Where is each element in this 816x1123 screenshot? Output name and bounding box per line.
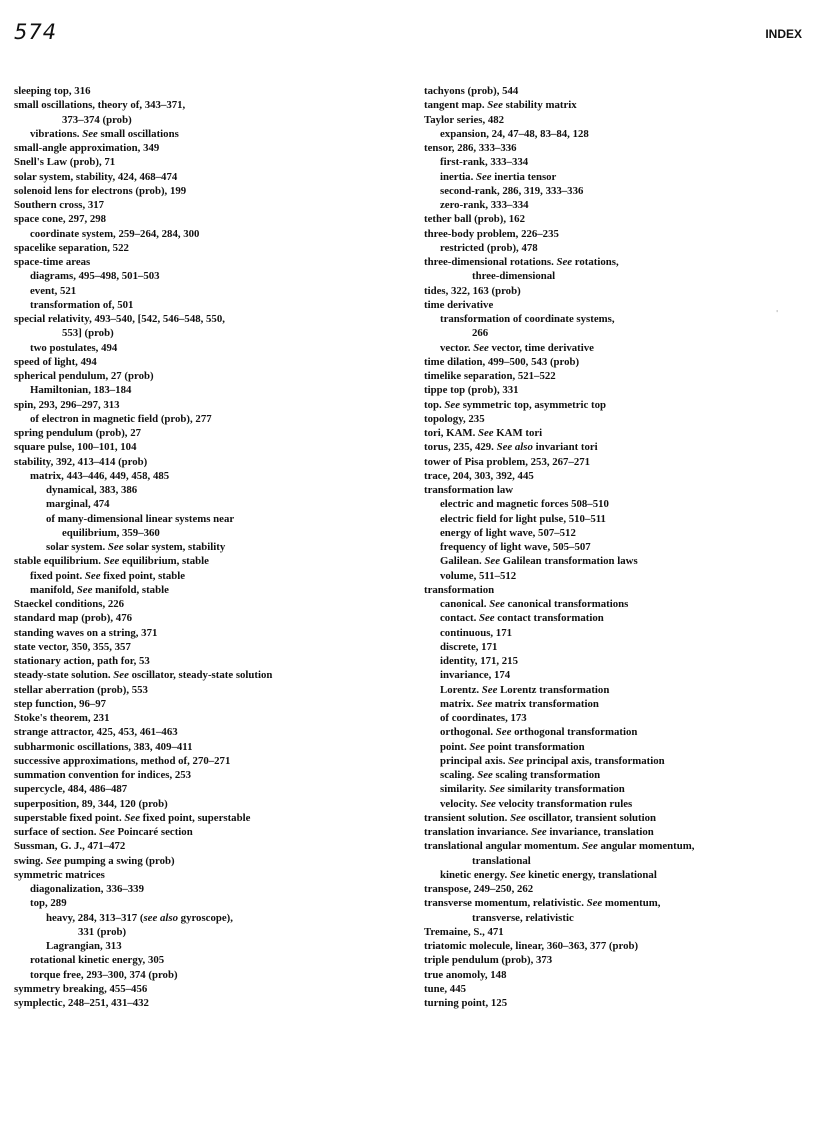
- index-entry: successive approximations, method of, 270–271: [14, 754, 231, 767]
- index-entry: subharmonic oscillations, 383, 409–411: [14, 740, 193, 753]
- index-entry: stable equilibrium. See equilibrium, stable: [14, 555, 209, 568]
- index-entry: small oscillations, theory of, 343–371,: [14, 99, 186, 112]
- scan-speck: ': [776, 309, 779, 318]
- index-entry: translation invariance. See invariance, translation: [424, 826, 654, 838]
- index-entry: transverse, relativistic: [472, 911, 574, 924]
- index-entry: Galilean. See Galilean transformation laws: [440, 555, 638, 568]
- index-entry: stellar aberration (prob), 553: [14, 683, 148, 696]
- index-entry: matrix, 443–446, 449, 458, 485: [30, 469, 170, 482]
- index-entry: standard map (prob), 476: [14, 612, 132, 625]
- index-entry: time derivative: [424, 298, 494, 311]
- index-entry: Snell's Law (prob), 71: [14, 156, 116, 169]
- index-entry: surface of section. See Poincaré section: [14, 826, 193, 838]
- index-entry: spherical pendulum, 27 (prob): [14, 370, 154, 382]
- index-entry: time dilation, 499–500, 543 (prob): [424, 355, 580, 368]
- index-entry: vector. See vector, time derivative: [440, 341, 594, 354]
- index-entry: Lagrangian, 313: [46, 940, 122, 952]
- index-entry: canonical. See canonical transformations: [440, 598, 629, 610]
- index-entry: special relativity, 493–540, [542, 546–548, 550,: [14, 313, 225, 325]
- index-entry: first-rank, 333–334: [440, 156, 529, 169]
- index-entry: transformation of, 501: [30, 298, 134, 311]
- index-entry: 331 (prob): [78, 925, 127, 938]
- index-entry: space cone, 297, 298: [14, 213, 107, 226]
- index-entry: of coordinates, 173: [440, 712, 527, 724]
- index-entry: manifold, See manifold, stable: [30, 583, 169, 596]
- index-entry: three-body problem, 226–235: [424, 227, 559, 240]
- index-entry: symmetry breaking, 455–456: [14, 982, 148, 995]
- index-entry: transformation of coordinate systems,: [440, 313, 615, 325]
- index-entry: event, 521: [30, 284, 77, 297]
- index-entry: principal axis. See principal axis, transformation: [440, 754, 665, 767]
- index-entry: scaling. See scaling transformation: [440, 769, 601, 781]
- index-column-right: [424, 84, 694, 1010]
- index-entry: dynamical, 383, 386: [46, 484, 138, 496]
- index-entry: tower of Pisa problem, 253, 267–271: [424, 455, 591, 468]
- index-entry: 553] (prob): [62, 327, 114, 340]
- index-entry: coordinate system, 259–264, 284, 300: [30, 227, 200, 240]
- index-entry: expansion, 24, 47–48, 83–84, 128: [440, 127, 589, 140]
- index-entry: top. See symmetric top, asymmetric top: [424, 398, 607, 411]
- index-entry: symmetric matrices: [14, 868, 105, 881]
- index-entry: stationary action, path for, 53: [14, 655, 150, 667]
- index-entry: state vector, 350, 355, 357: [14, 640, 131, 653]
- index-entry: strange attractor, 425, 453, 461–463: [14, 726, 178, 739]
- index-entry: discrete, 171: [440, 640, 498, 653]
- index-entry: Taylor series, 482: [424, 113, 505, 126]
- index-entry: three-dimensional rotations. See rotations,: [424, 256, 619, 268]
- index-entry: orthogonal. See orthogonal transformation: [440, 726, 638, 739]
- index-entry: vibrations. See small oscillations: [30, 127, 179, 140]
- index-entry: invariance, 174: [440, 669, 511, 682]
- index-entry: marginal, 474: [46, 498, 110, 511]
- index-entry: standing waves on a string, 371: [14, 626, 158, 639]
- index-entry: kinetic energy. See kinetic energy, translational: [440, 868, 657, 881]
- index-entry: diagrams, 495–498, 501–503: [30, 270, 160, 283]
- index-entry: symplectic, 248–251, 431–432: [14, 997, 149, 1009]
- index-entry: tensor, 286, 333–336: [424, 142, 517, 154]
- index-entry: diagonalization, 336–339: [30, 883, 144, 895]
- running-head: INDEX: [765, 27, 802, 41]
- index-entry: velocity. See velocity transformation rules: [440, 797, 633, 810]
- index-entry: top, 289: [30, 897, 67, 910]
- index-entry: supercycle, 484, 486–487: [14, 783, 128, 796]
- index-entry: spacelike separation, 522: [14, 241, 129, 254]
- index-entry: solenoid lens for electrons (prob), 199: [14, 184, 187, 197]
- index-entry: stability, 392, 413–414 (prob): [14, 455, 148, 468]
- index-entry: superposition, 89, 344, 120 (prob): [14, 797, 168, 810]
- index-entry: superstable fixed point. See fixed point, superstable: [14, 811, 251, 824]
- index-entry: spring pendulum (prob), 27: [14, 427, 142, 439]
- index-entry: steady-state solution. See oscillator, steady-state solution: [14, 669, 273, 682]
- page-number: 574: [14, 20, 58, 44]
- index-entry: matrix. See matrix transformation: [440, 697, 599, 710]
- index-entry: identity, 171, 215: [440, 655, 518, 667]
- index-entry: Tremaine, S., 471: [424, 925, 504, 938]
- index-entry: rotational kinetic energy, 305: [30, 954, 165, 967]
- index-entry: zero-rank, 333–334: [440, 199, 529, 211]
- index-entry: three-dimensional: [472, 270, 556, 283]
- index-entry: Southern cross, 317: [14, 199, 105, 211]
- index-entry: heavy, 284, 313–317 (see also gyroscope),: [46, 911, 233, 924]
- index-entry: restricted (prob), 478: [440, 241, 538, 254]
- index-entry: contact. See contact transformation: [440, 612, 604, 625]
- index-entry: tides, 322, 163 (prob): [424, 284, 521, 297]
- index-entry: turning point, 125: [424, 997, 508, 1009]
- index-entry: transformation: [424, 583, 495, 596]
- index-entry: continuous, 171: [440, 626, 512, 639]
- index-entry: point. See point transformation: [440, 740, 585, 753]
- index-entry: tippe top (prob), 331: [424, 384, 519, 397]
- index-entry: electric field for light pulse, 510–511: [440, 512, 606, 525]
- index-entry: translational angular momentum. See angular momentum,: [424, 840, 695, 853]
- index-entry: volume, 511–512: [440, 569, 517, 582]
- index-entry: Stoke's theorem, 231: [14, 712, 110, 724]
- index-entry: topology, 235: [424, 412, 485, 425]
- index-entry: trace, 204, 303, 392, 445: [424, 469, 534, 482]
- index-entry: Lorentz. See Lorentz transformation: [440, 683, 610, 696]
- index-entry: Sussman, G. J., 471–472: [14, 840, 126, 853]
- index-entry: inertia. See inertia tensor: [440, 170, 557, 183]
- index-entry: energy of light wave, 507–512: [440, 526, 576, 539]
- index-entry: space-time areas: [14, 256, 91, 268]
- index-entry: swing. See pumping a swing (prob): [14, 854, 175, 867]
- index-entry: tangent map. See stability matrix: [424, 99, 577, 112]
- index-entry: step function, 96–97: [14, 697, 107, 710]
- index-entry: electric and magnetic forces 508–510: [440, 498, 609, 511]
- index-entry: transformation law: [424, 484, 514, 496]
- index-entry: solar system. See solar system, stability: [46, 541, 226, 553]
- index-entry: sleeping top, 316: [14, 85, 91, 97]
- index-entry: translational: [472, 854, 531, 867]
- index-entry: of many-dimensional linear systems near: [46, 512, 235, 525]
- index-entry: triatomic molecule, linear, 360–363, 377 (prob): [424, 940, 639, 952]
- index-entry: torque free, 293–300, 374 (prob): [30, 968, 178, 981]
- index-entry: of electron in magnetic field (prob), 277: [30, 412, 212, 425]
- index-entry: fixed point. See fixed point, stable: [30, 569, 186, 582]
- index-entry: square pulse, 100–101, 104: [14, 441, 137, 454]
- index-column-left: [14, 84, 272, 1010]
- index-entry: 266: [472, 327, 489, 340]
- index-entry: equilibrium, 359–360: [62, 526, 160, 539]
- index-entry: spin, 293, 296–297, 313: [14, 398, 120, 411]
- index-entry: transverse momentum, relativistic. See momentum,: [424, 897, 661, 910]
- index-entry: tune, 445: [424, 982, 466, 995]
- index-entry: tori, KAM. See KAM tori: [424, 427, 543, 439]
- index-entry: tachyons (prob), 544: [424, 85, 519, 97]
- index-entry: similarity. See similarity transformation: [440, 783, 625, 796]
- index-entry: triple pendulum (prob), 373: [424, 954, 553, 967]
- index-entry: torus, 235, 429. See also invariant tori: [424, 441, 598, 454]
- index-entry: 373–374 (prob): [62, 113, 132, 126]
- index-entry: second-rank, 286, 319, 333–336: [440, 184, 584, 197]
- index-entry: tether ball (prob), 162: [424, 213, 525, 226]
- index-entry: summation convention for indices, 253: [14, 769, 192, 781]
- index-entry: transient solution. See oscillator, transient solution: [424, 811, 657, 824]
- index-entry: speed of light, 494: [14, 355, 97, 368]
- index-entry: small-angle approximation, 349: [14, 142, 160, 154]
- index-entry: Hamiltonian, 183–184: [30, 384, 132, 397]
- index-entry: Staeckel conditions, 226: [14, 598, 125, 610]
- index-entry: solar system, stability, 424, 468–474: [14, 170, 178, 183]
- index-entry: timelike separation, 521–522: [424, 370, 556, 382]
- index-entry: two postulates, 494: [30, 341, 118, 354]
- index-entry: true anomoly, 148: [424, 968, 507, 981]
- index-entry: transpose, 249–250, 262: [424, 883, 534, 895]
- index-entry: frequency of light wave, 505–507: [440, 541, 591, 553]
